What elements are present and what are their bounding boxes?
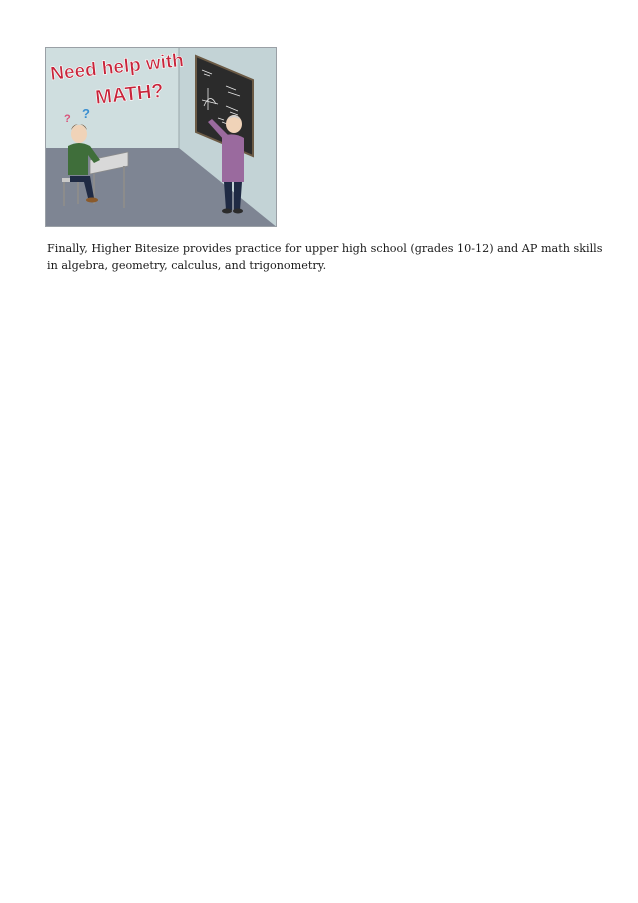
headline-line1: Need help with — [49, 50, 185, 85]
headline-line2: MATH? — [94, 79, 165, 109]
math-help-illustration — [45, 47, 277, 227]
question-mark-pink: ? — [64, 113, 71, 125]
question-mark-blue: ? — [82, 106, 90, 121]
body-paragraph: Finally, Higher Bitesize provides practice for upper high school (grades 10-12) and AP math skills in algebra, geometry, calculus, and trigonometry. — [47, 242, 603, 272]
